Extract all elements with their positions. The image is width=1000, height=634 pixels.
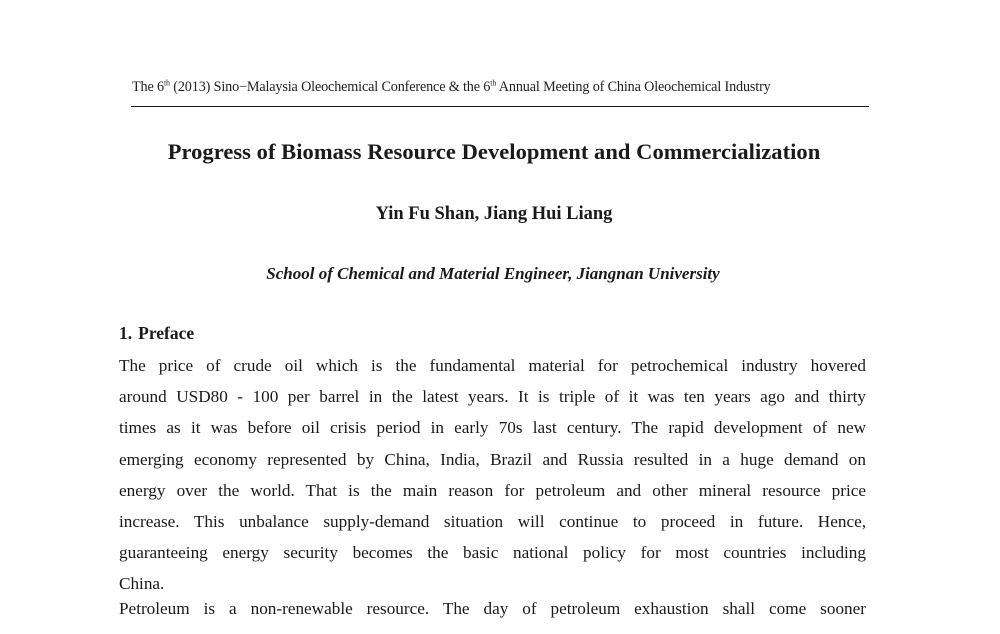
section-title: Preface [138, 323, 195, 343]
section-heading [119, 323, 194, 344]
paragraph-line: energy over the world. That is the main reason for petroleum and other mineral resource price [119, 480, 866, 500]
section-number: 1. [119, 323, 133, 343]
author-affiliation: School of Chemical and Material Engineer, Jiangnan University [266, 264, 720, 283]
body-paragraph [119, 350, 866, 600]
header-superscript-2: th [490, 78, 497, 88]
running-header [132, 79, 868, 96]
paragraph-line: times as it was before oil crisis period in early 70s last century. The rapid development of new [119, 418, 866, 438]
body-paragraph [119, 593, 866, 624]
header-text-post: Annual Meeting of China Oleochemical Industry [496, 79, 771, 95]
paragraph-line: Petroleum is a non-renewable resource. The day of petroleum exhaustion shall come sooner [119, 599, 866, 618]
paragraph-line: increase. This unbalance supply-demand situation will continue to proceed in future. Hence, [119, 511, 866, 531]
paragraph-line: The price of crude oil which is the fundamental material for petrochemical industry hovered [119, 356, 866, 375]
header-text-mid: (2013) Sino−Malaysia Oleochemical Conference & the 6 [169, 79, 491, 95]
paragraph-line: China. [119, 574, 165, 594]
paragraph-line: around USD80 - 100 per barrel in the latest years. It is triple of it was ten years ago and thirty [119, 387, 866, 407]
header-superscript-1: th [163, 78, 170, 88]
paragraph-line: emerging economy represented by China, India, Brazil and Russia resulted in a huge demand on [119, 449, 866, 469]
header-text-pre: The 6 [132, 79, 164, 95]
header-divider [131, 106, 869, 107]
paper-authors: Yin Fu Shan, Jiang Hui Liang [375, 204, 613, 224]
paper-title: Progress of Biomass Resource Development and Commercialization [167, 139, 821, 164]
paragraph-line: guaranteeing energy security becomes the basic national policy for most countries including [119, 543, 866, 563]
